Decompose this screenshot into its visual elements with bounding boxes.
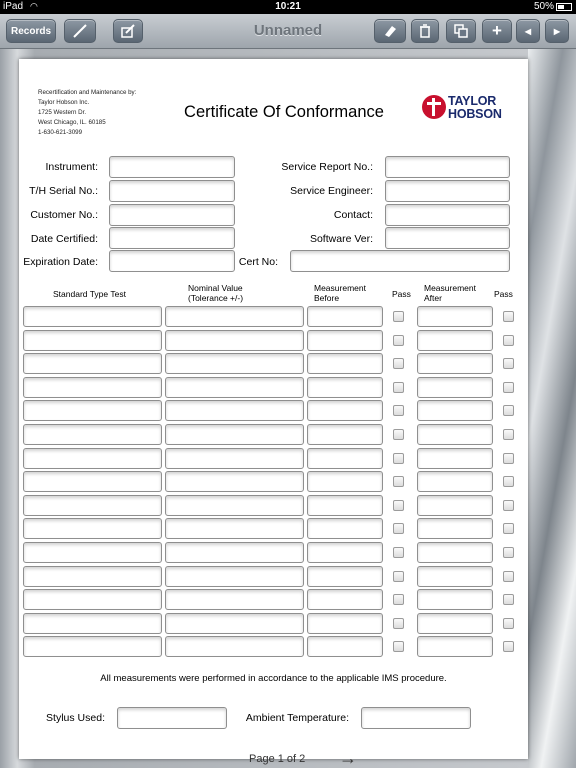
pass-after-checkbox[interactable]	[503, 641, 514, 652]
pass-before-checkbox[interactable]	[393, 547, 404, 558]
add-button[interactable]	[482, 19, 512, 43]
serial-label: T/H Serial No.:	[29, 185, 98, 197]
pass-before-checkbox[interactable]	[393, 571, 404, 582]
records-button[interactable]: Records	[6, 19, 56, 43]
test-cell[interactable]	[23, 471, 162, 492]
before-cell[interactable]	[307, 306, 383, 327]
test-cell[interactable]	[23, 306, 162, 327]
col-header-after: Measurement After	[424, 283, 476, 303]
nominal-cell[interactable]	[165, 377, 304, 398]
battery-percent: 50%	[534, 1, 555, 12]
col-header-pass-before: Pass	[392, 289, 411, 299]
pass-after-checkbox[interactable]	[503, 405, 514, 416]
contact-label: Contact:	[333, 209, 373, 221]
next-button[interactable]	[545, 19, 569, 43]
eraser-icon	[382, 24, 398, 38]
after-cell[interactable]	[417, 330, 493, 351]
pass-before-checkbox[interactable]	[393, 429, 404, 440]
col-header-test: Standard Type Test	[53, 289, 126, 299]
test-cell[interactable]	[23, 589, 162, 610]
ims-note: All measurements were performed in accordance to the applicable IMS procedure.	[100, 673, 447, 684]
after-cell[interactable]	[417, 471, 493, 492]
prev-arrow-icon: ◀	[524, 26, 532, 36]
nominal-cell[interactable]	[165, 306, 304, 327]
company-logo: TAYLOR HOBSON	[422, 95, 517, 121]
form-title: Certificate Of Conformance	[184, 103, 384, 121]
expiration-label: Expiration Date:	[23, 256, 98, 268]
before-cell[interactable]	[307, 495, 383, 516]
background-metal-edge	[528, 49, 576, 768]
nominal-cell[interactable]	[165, 589, 304, 610]
nominal-cell[interactable]	[165, 471, 304, 492]
before-cell[interactable]	[307, 400, 383, 421]
toolbar	[0, 14, 576, 49]
nominal-cell[interactable]	[165, 613, 304, 634]
date-certified-field[interactable]	[109, 227, 235, 249]
test-cell[interactable]	[23, 636, 162, 657]
after-cell[interactable]	[417, 613, 493, 634]
before-cell[interactable]	[307, 542, 383, 563]
nominal-cell[interactable]	[165, 495, 304, 516]
company-address: Recertification and Maintenance by: Taylor Hobson Inc. 1725 Western Dr. West Chicago, IL. 60185 1-630-621-3099	[38, 89, 137, 136]
cert-no-field[interactable]	[290, 250, 510, 272]
nominal-cell[interactable]	[165, 518, 304, 539]
pass-after-checkbox[interactable]	[503, 500, 514, 511]
software-label: Software Ver:	[309, 233, 373, 245]
service-engineer-label: Service Engineer:	[290, 185, 373, 197]
before-cell[interactable]	[307, 353, 383, 374]
before-cell[interactable]	[307, 566, 383, 587]
nominal-cell[interactable]	[165, 636, 304, 657]
test-cell[interactable]	[23, 400, 162, 421]
test-cell[interactable]	[23, 330, 162, 351]
after-cell[interactable]	[417, 636, 493, 657]
test-cell[interactable]	[23, 518, 162, 539]
pass-after-checkbox[interactable]	[503, 571, 514, 582]
customer-label: Customer No.:	[30, 209, 98, 221]
nominal-cell[interactable]	[165, 448, 304, 469]
wifi-icon: ◠	[30, 1, 38, 11]
pass-before-checkbox[interactable]	[393, 358, 404, 369]
after-cell[interactable]	[417, 566, 493, 587]
nominal-cell[interactable]	[165, 353, 304, 374]
device-name: iPad	[3, 1, 24, 12]
pass-before-checkbox[interactable]	[393, 594, 404, 605]
after-cell[interactable]	[417, 495, 493, 516]
nominal-cell[interactable]	[165, 330, 304, 351]
service-report-field[interactable]	[385, 156, 510, 178]
before-cell[interactable]	[307, 471, 383, 492]
date-certified-label: Date Certified:	[30, 233, 98, 245]
form-page	[19, 59, 528, 759]
after-cell[interactable]	[417, 400, 493, 421]
before-cell[interactable]	[307, 448, 383, 469]
after-cell[interactable]	[417, 542, 493, 563]
pass-before-checkbox[interactable]	[393, 311, 404, 322]
service-report-label: Service Report No.:	[281, 161, 373, 173]
ambient-label: Ambient Temperature:	[245, 712, 349, 724]
next-page-arrow-icon[interactable]: →	[339, 748, 357, 768]
test-cell[interactable]	[23, 495, 162, 516]
col-header-nominal: Nominal Value (Tolerance +/-)	[188, 283, 244, 303]
pass-before-checkbox[interactable]	[393, 453, 404, 464]
pass-before-checkbox[interactable]	[393, 335, 404, 346]
before-cell[interactable]	[307, 330, 383, 351]
software-field[interactable]	[385, 227, 510, 249]
edit-doc-icon	[120, 24, 136, 38]
document-title: Unnamed	[253, 22, 323, 39]
pass-after-checkbox[interactable]	[503, 382, 514, 393]
after-cell[interactable]	[417, 353, 493, 374]
pen-button[interactable]	[64, 19, 96, 43]
serial-field[interactable]	[109, 180, 235, 202]
pass-before-checkbox[interactable]	[393, 382, 404, 393]
before-cell[interactable]	[307, 613, 383, 634]
before-cell[interactable]	[307, 424, 383, 445]
before-cell[interactable]	[307, 377, 383, 398]
pass-after-checkbox[interactable]	[503, 618, 514, 629]
status-bar	[0, 0, 576, 14]
expiration-field[interactable]	[109, 250, 235, 272]
copy-icon	[454, 24, 468, 38]
pass-after-checkbox[interactable]	[503, 523, 514, 534]
battery-icon	[556, 3, 572, 11]
instrument-field[interactable]	[109, 156, 235, 178]
pass-after-checkbox[interactable]	[503, 358, 514, 369]
pass-after-checkbox[interactable]	[503, 429, 514, 440]
after-cell[interactable]	[417, 518, 493, 539]
test-cell[interactable]	[23, 424, 162, 445]
plus-icon: +	[492, 21, 502, 40]
pass-before-checkbox[interactable]	[393, 523, 404, 534]
test-cell[interactable]	[23, 353, 162, 374]
pass-after-checkbox[interactable]	[503, 476, 514, 487]
pass-after-checkbox[interactable]	[503, 594, 514, 605]
nominal-cell[interactable]	[165, 542, 304, 563]
after-cell[interactable]	[417, 448, 493, 469]
edit-doc-button[interactable]	[113, 19, 143, 43]
pass-after-checkbox[interactable]	[503, 335, 514, 346]
logo-mark-icon	[422, 95, 446, 119]
col-header-before: Measurement Before	[314, 283, 366, 303]
pass-after-checkbox[interactable]	[503, 311, 514, 322]
clock: 10:21	[275, 1, 301, 12]
test-cell[interactable]	[23, 613, 162, 634]
before-cell[interactable]	[307, 636, 383, 657]
nominal-cell[interactable]	[165, 400, 304, 421]
cert-no-label: Cert No:	[238, 256, 278, 268]
before-cell[interactable]	[307, 589, 383, 610]
instrument-label: Instrument:	[45, 161, 98, 173]
test-cell[interactable]	[23, 448, 162, 469]
trash-button[interactable]	[411, 19, 439, 43]
nominal-cell[interactable]	[165, 566, 304, 587]
before-cell[interactable]	[307, 518, 383, 539]
col-header-pass-after: Pass	[494, 289, 513, 299]
stylus-field[interactable]	[117, 707, 227, 729]
test-cell[interactable]	[23, 377, 162, 398]
pass-before-checkbox[interactable]	[393, 476, 404, 487]
stylus-label: Stylus Used:	[46, 712, 105, 724]
trash-icon	[418, 24, 432, 38]
page-indicator: Page 1 of 2	[249, 753, 306, 765]
pen-icon	[72, 24, 88, 38]
after-cell[interactable]	[417, 589, 493, 610]
eraser-button[interactable]	[374, 19, 406, 43]
contact-field[interactable]	[385, 204, 510, 226]
pass-before-checkbox[interactable]	[393, 641, 404, 652]
pass-before-checkbox[interactable]	[393, 618, 404, 629]
pass-before-checkbox[interactable]	[393, 405, 404, 416]
pass-after-checkbox[interactable]	[503, 547, 514, 558]
nominal-cell[interactable]	[165, 424, 304, 445]
test-cell[interactable]	[23, 542, 162, 563]
prev-button[interactable]	[516, 19, 540, 43]
after-cell[interactable]	[417, 377, 493, 398]
test-cell[interactable]	[23, 566, 162, 587]
customer-field[interactable]	[109, 204, 235, 226]
next-arrow-icon: ▶	[553, 26, 561, 36]
copy-button[interactable]	[446, 19, 476, 43]
after-cell[interactable]	[417, 424, 493, 445]
ambient-field[interactable]	[361, 707, 471, 729]
pass-before-checkbox[interactable]	[393, 500, 404, 511]
after-cell[interactable]	[417, 306, 493, 327]
service-engineer-field[interactable]	[385, 180, 510, 202]
pass-after-checkbox[interactable]	[503, 453, 514, 464]
